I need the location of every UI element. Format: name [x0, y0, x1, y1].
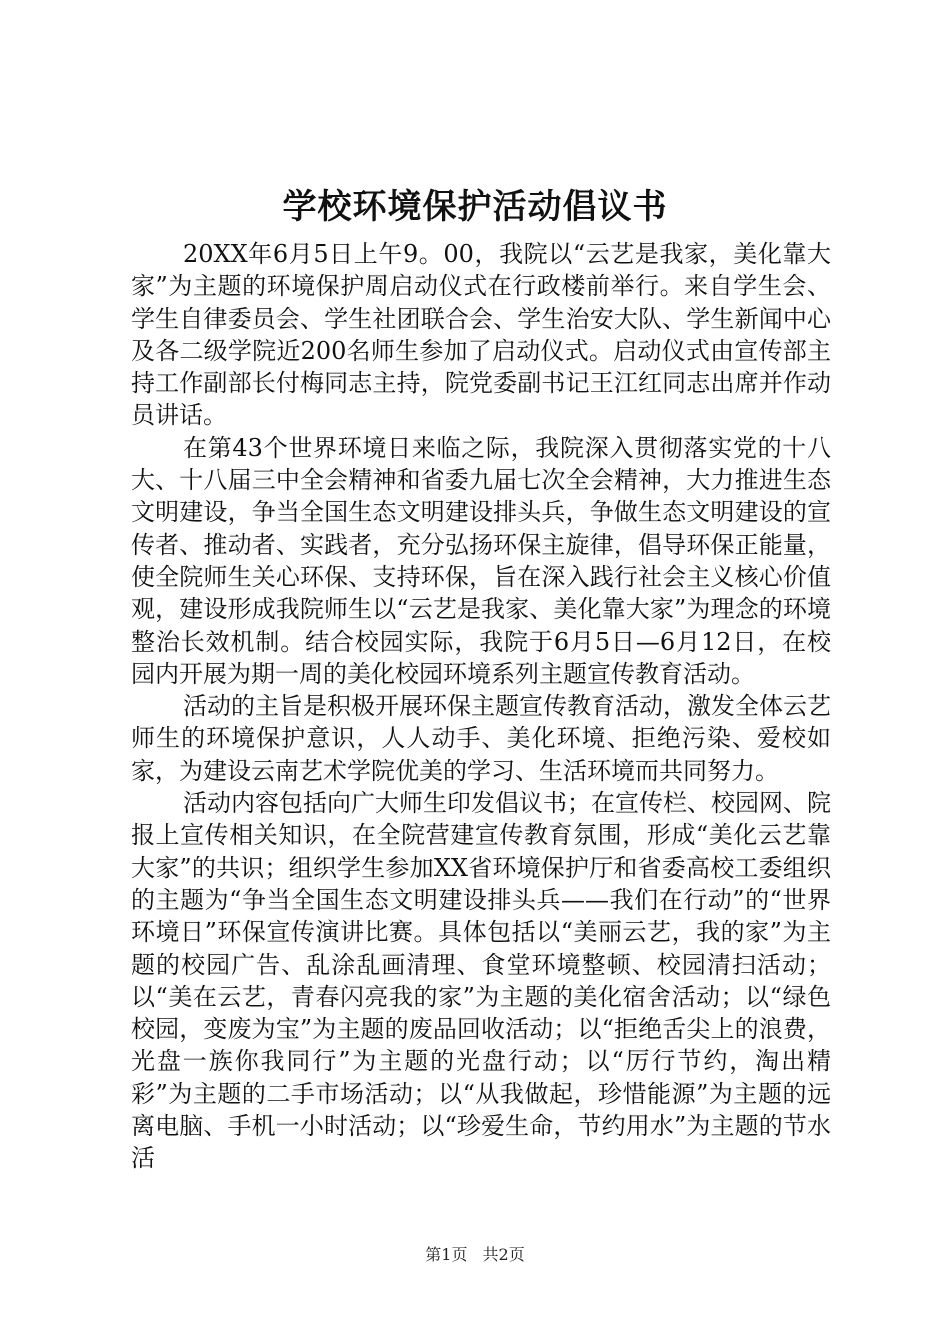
paragraph-4: 活动内容包括向广大师生印发倡议书；在宣传栏、校园网、院报上宣传相关知识，在全院营建宣传教育氛围，形成“美化云艺靠大家”的共识；组织学生参加XX省环境保护厅和省委高校工委组织的主题为“争当全国生态文明建设排头兵——我们在行动”的“世界环境日”环保宣传演讲比赛。具体包括以“美丽云艺，我的家”为主题的校园广告、乱涂乱画清理、食堂环境整顿、校园清扫活动；以“美在云艺，青春闪亮我的家”为主题的美化宿舍活动；以“绿色校园，变废为宝”为主题的废品回收活动；以“拒绝舌尖上的浪费，光盘一族你我同行”为主题的光盘行动；以“厉行节约，淘出精彩”为主题的二手市场活动；以“从我做起，珍惜能源”为主题的远离电脑、手机一小时活动；以“珍爱生命，节约用水”为主题的节水活 [131, 789, 831, 1173]
paragraph-2: 在第43个世界环境日来临之际，我院深入贯彻落实党的十八大、十八届三中全会精神和省委九届七次全会精神，大力推进生态文明建设，争当全国生态文明建设排头兵，争做生态文明建设的宣传者、推动者、实践者，充分弘扬环保主旋律，倡导环保正能量，使全院师生关心环保、支持环保，旨在深入践行社会主义核心价值观，建设形成我院师生以“云艺是我家、美化靠大家”为理念的环境整治长效机制。结合校园实际，我院于6月5日—6月12日，在校园内开展为期一周的美化校园环境系列主题宣传教育活动。 [131, 433, 831, 688]
document-title: 学校环境保护活动倡议书 [282, 187, 668, 227]
page-number-total: 共2页 [482, 1245, 525, 1264]
paragraph-1: 20XX年6月5日上午9。00，我院以“云艺是我家，美化靠大家”为主题的环境保护周启动仪式在行政楼前举行。来自学生会、学生自律委员会、学生社团联合会、学生治安大队、学生新闻中心及各二级学院近200名师生参加了启动仪式。启动仪式由宣传部主持工作副部长付梅同志主持，院党委副书记王江红同志出席并作动员讲话。 [131, 240, 831, 430]
document-body [131, 238, 831, 1175]
page-number-current: 第1页 [425, 1245, 468, 1264]
paragraph-3: 活动的主旨是积极开展环保主题宣传教育活动，激发全体云艺师生的环境保护意识，人人动手、美化环境、拒绝污染、爱校如家，为建设云南艺术学院优美的学习、生活环境而共同努力。 [131, 692, 831, 785]
page-footer [0, 1243, 950, 1267]
